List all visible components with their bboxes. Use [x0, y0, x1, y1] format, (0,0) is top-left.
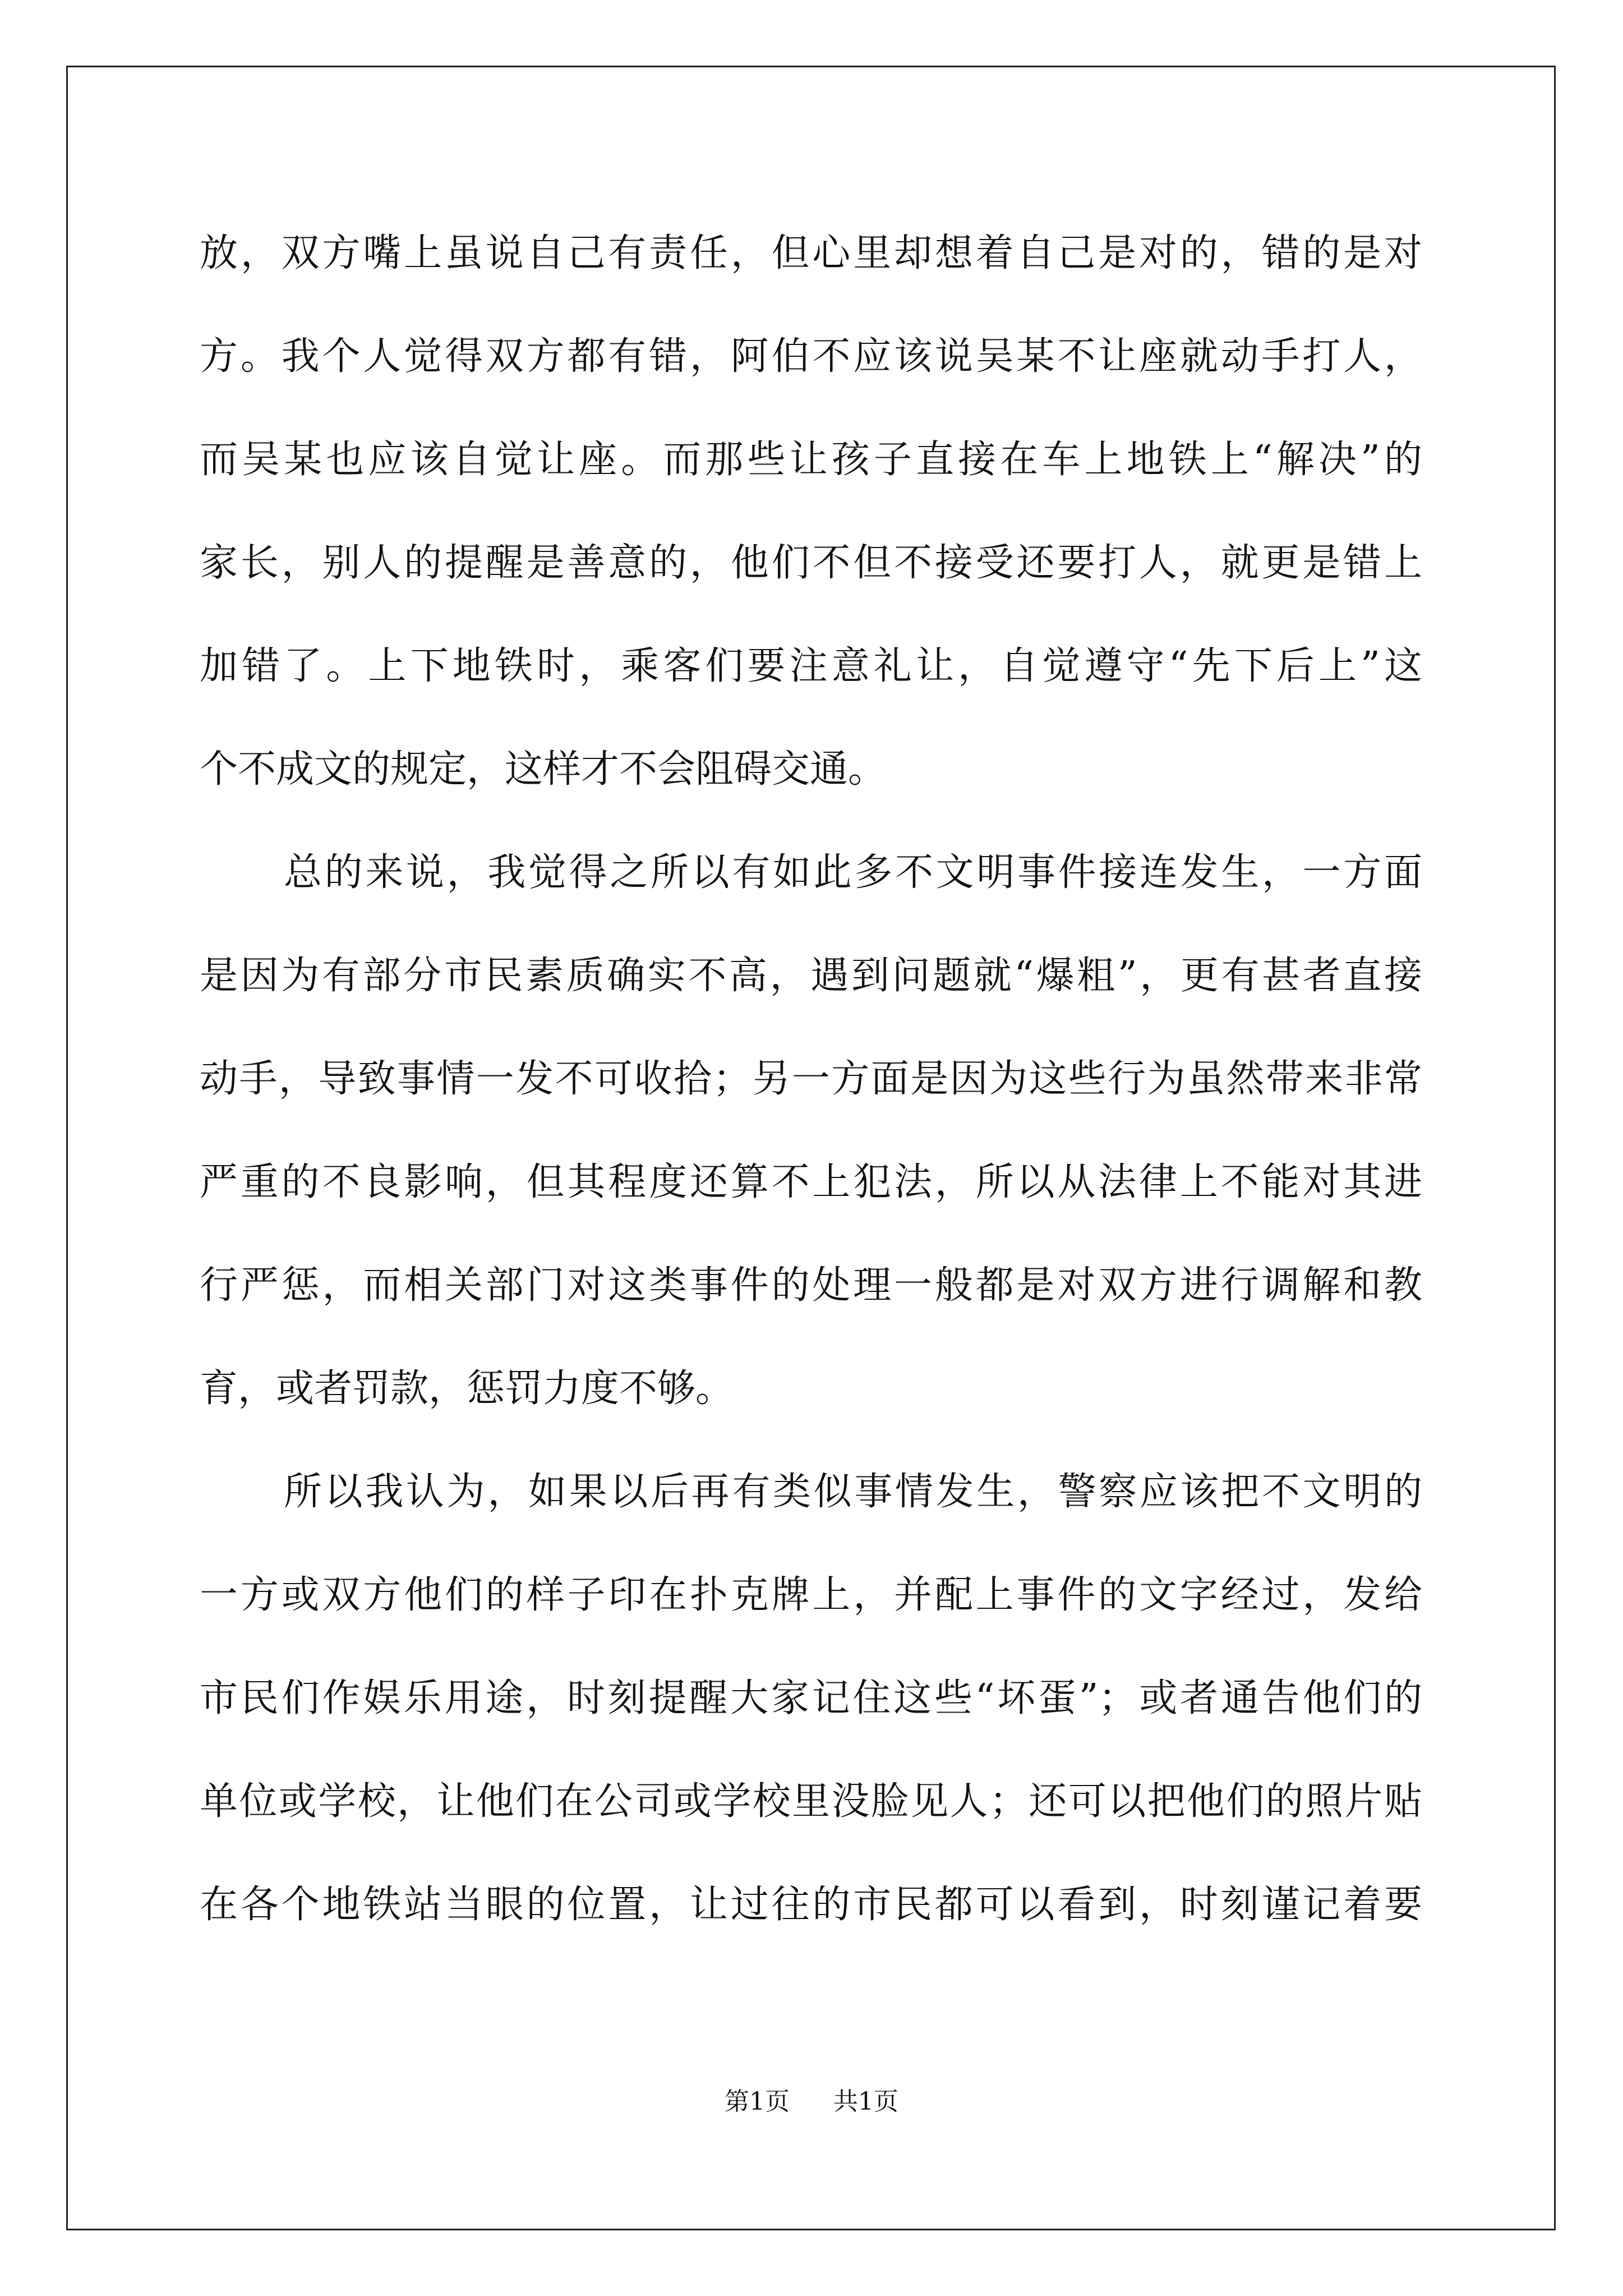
text-line: 而吴某也应该自觉让座。而那些让孩子直接在车上地铁上“解决”的 [200, 438, 1422, 482]
text-line: 放，双方嘴上虽说自己有责任，但心里却想着自己是对的，错的是对 [200, 231, 1422, 275]
text-line: 严重的不良影响，但其程度还算不上犯法，所以从法律上不能对其进 [200, 1160, 1422, 1204]
text-line: 个不成文的规定，这样才不会阻碍交通。 [200, 747, 887, 792]
page-total: 共1页 [833, 2087, 898, 2116]
text-line: 加错了。上下地铁时，乘客们要注意礼让，自觉遵守“先下后上”这 [200, 644, 1422, 688]
text-line: 所以我认为，如果以后再有类似事情发生，警察应该把不文明的 [284, 1470, 1422, 1514]
document-body [200, 202, 1422, 1957]
page-footer [0, 2081, 1623, 2117]
text-line: 育，或者罚款，惩罚力度不够。 [200, 1366, 734, 1411]
text-line: 行严惩，而相关部门对这类事件的处理一般都是对双方进行调解和教 [200, 1263, 1422, 1308]
text-line: 市民们作娱乐用途，时刻提醒大家记住这些“坏蛋”；或者通告他们的 [200, 1676, 1422, 1720]
text-line: 是因为有部分市民素质确实不高，遇到问题就“爆粗”，更有甚者直接 [200, 954, 1422, 998]
text-line: 总的来说，我觉得之所以有如此多不文明事件接连发生，一方面 [284, 850, 1422, 895]
text-line: 方。我个人觉得双方都有错，阿伯不应该说吴某不让座就动手打人， [200, 334, 1422, 379]
page-number: 第1页 [725, 2087, 790, 2116]
text-line: 单位或学校，让他们在公司或学校里没脸见人；还可以把他们的照片贴 [200, 1779, 1422, 1824]
text-line: 家长，别人的提醒是善意的，他们不但不接受还要打人，就更是错上 [200, 541, 1422, 585]
text-line: 动手，导致事情一发不可收拾；另一方面是因为这些行为虽然带来非常 [200, 1057, 1422, 1101]
text-line: 一方或双方他们的样子印在扑克牌上，并配上事件的文字经过，发给 [200, 1573, 1422, 1617]
text-line: 在各个地铁站当眼的位置，让过往的市民都可以看到，时刻谨记着要 [200, 1883, 1422, 1927]
